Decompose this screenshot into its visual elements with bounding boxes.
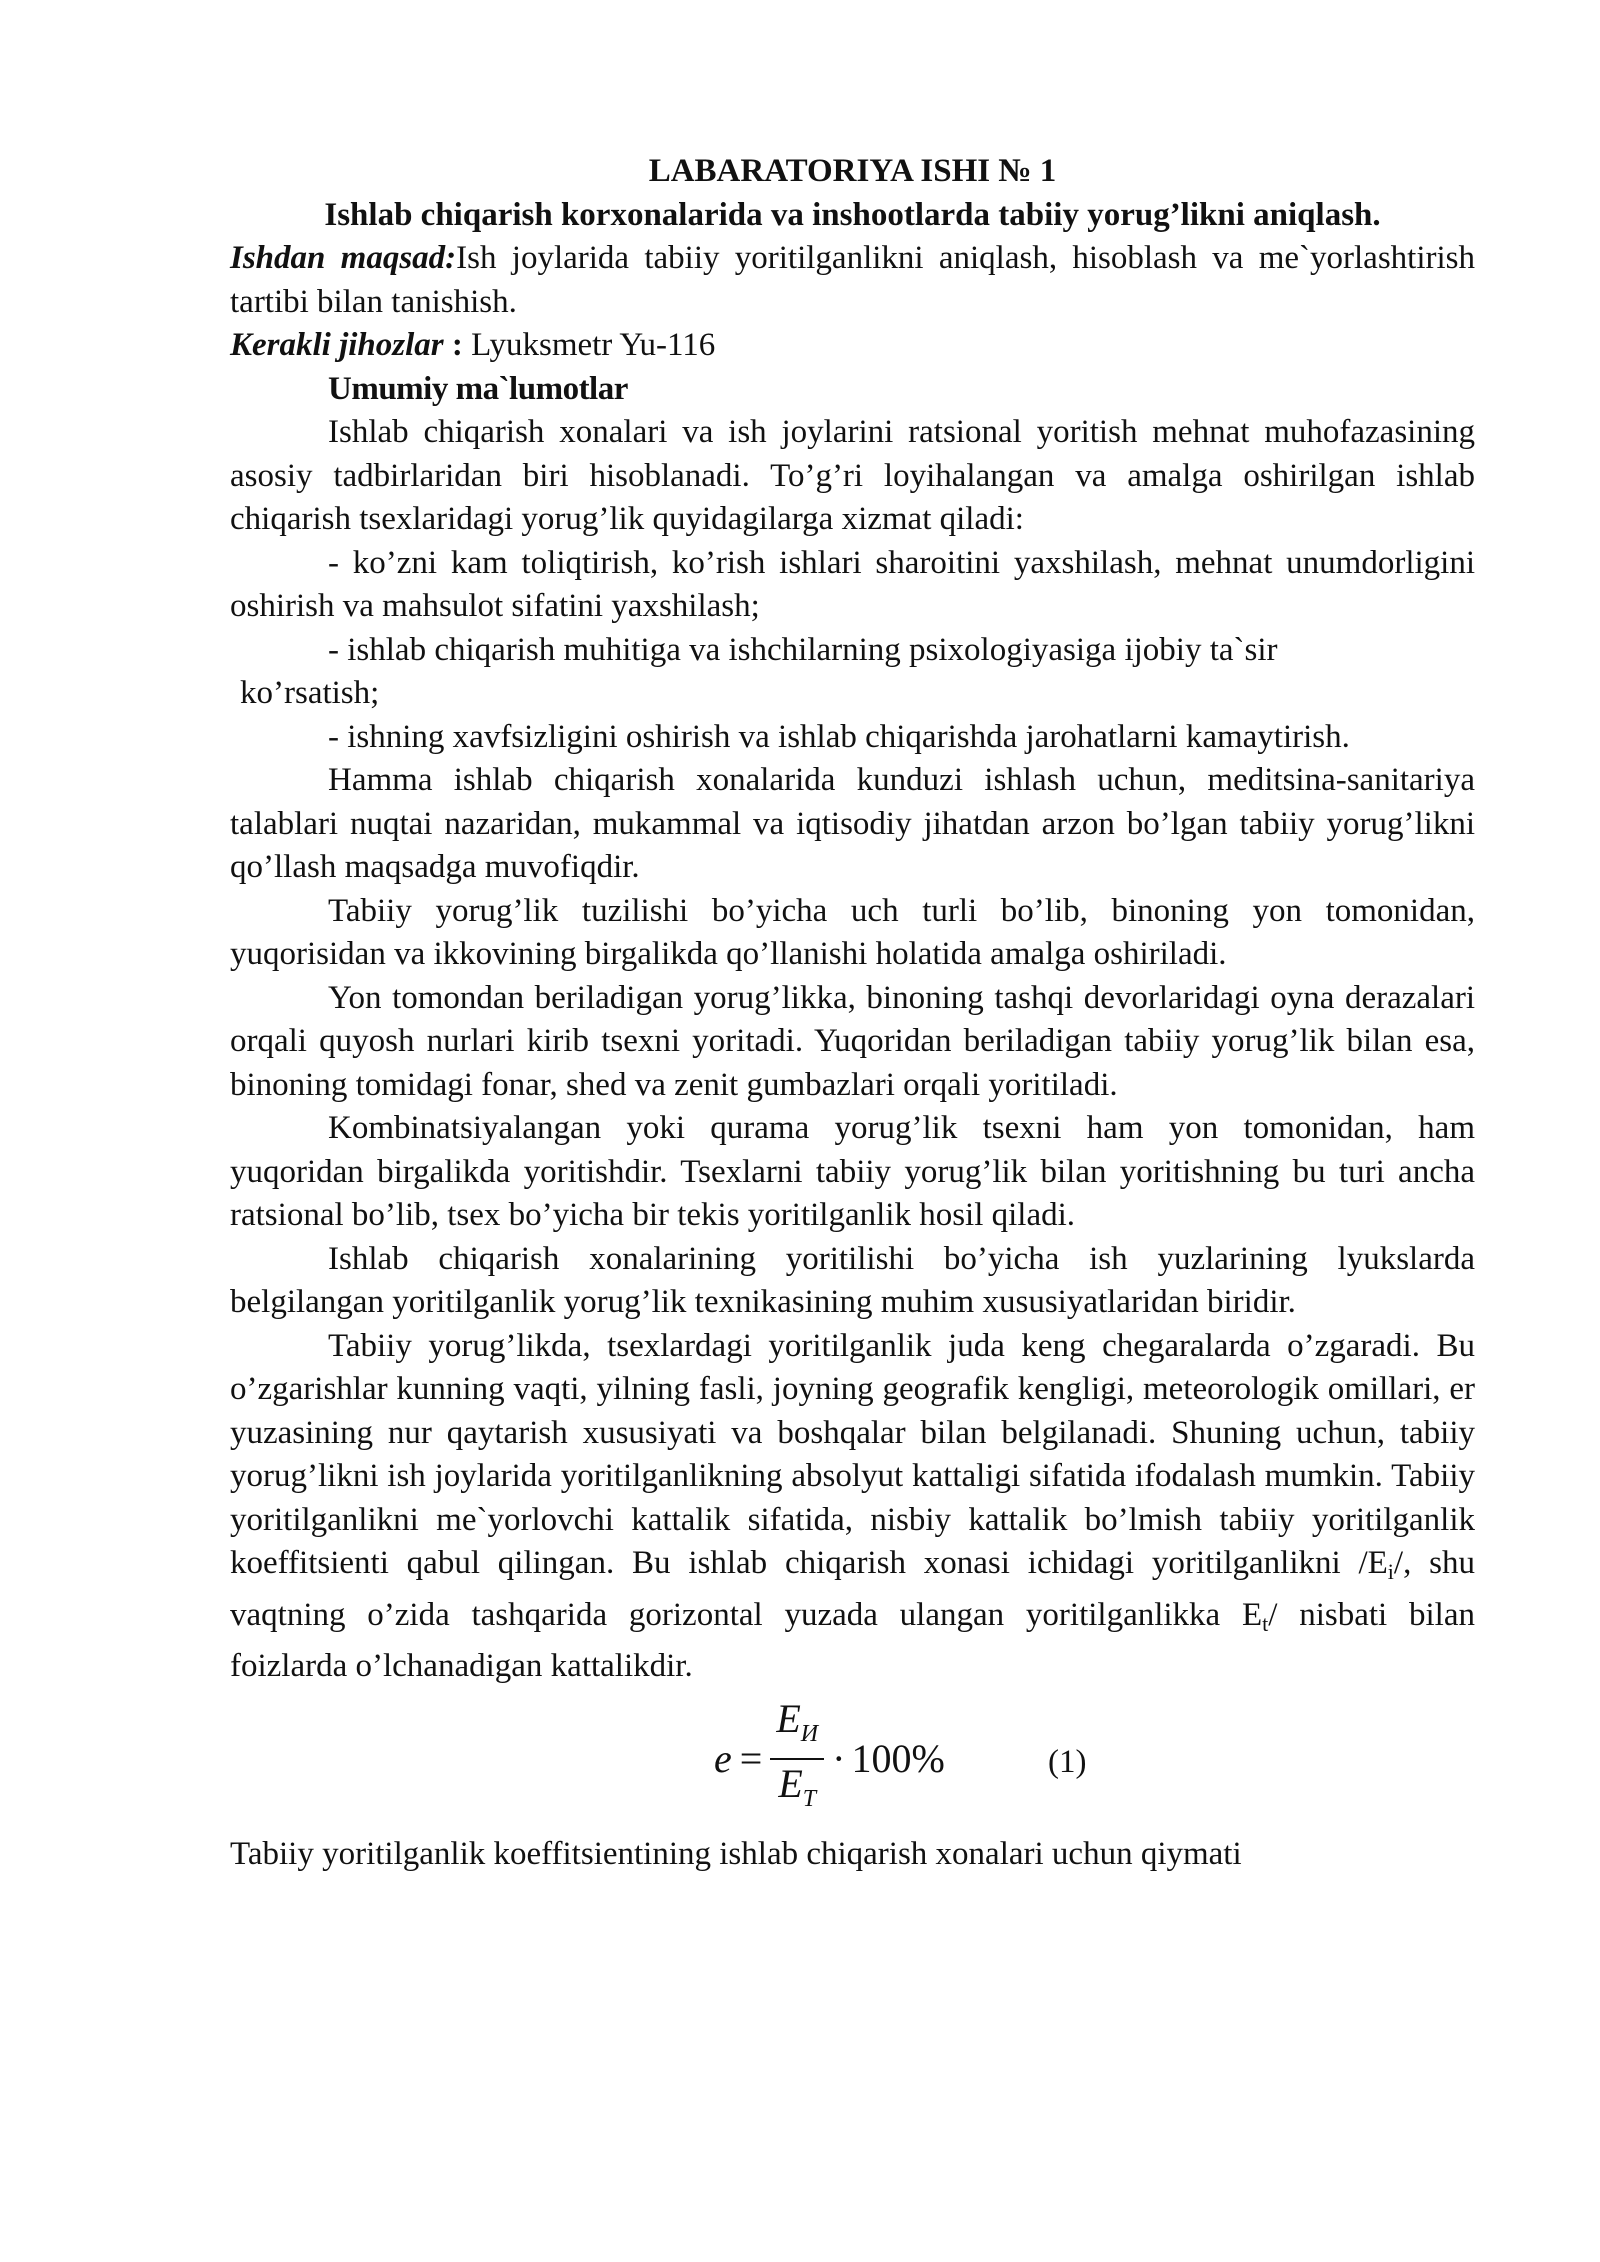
paragraph-4: Yon tomondan beriladigan yorug’likka, binoning tashqi devorlaridagi oyna derazalari orqali quyosh nurlari kirib tsexni yoritadi. Yuqoridan beriladigan tabiiy yorug’lik bilan esa, binoning tomidagi fonar, shed va zenit gumbazlari orqali yoritiladi. bbox=[230, 979, 1475, 1103]
formula bbox=[714, 1695, 945, 1819]
formula-block bbox=[230, 1693, 1475, 1833]
bullet-2-continuation: ko’rsatish; bbox=[240, 675, 380, 711]
paragraph-2: Hamma ishlab chiqarish xonalarida kunduzi ishlash uchun, meditsina-sanitariya talablari nuqtai nazaridan, mukammal va iqtisodiy jihatdan arzon bo’lgan tabiiy yorug’likni qo’llash maqsadga muvofiqdir. bbox=[230, 762, 1475, 885]
formula-multiply: · bbox=[832, 1735, 846, 1781]
lab-subtitle: Ishlab chiqarish korxonalarida va inshootlarda tabiiy yorug’likni aniqlash. bbox=[324, 196, 1381, 233]
goal-paragraph bbox=[230, 237, 1475, 324]
formula-equals: = bbox=[739, 1735, 763, 1781]
lab-title: LABARATORIYA ISHI № 1 bbox=[648, 153, 1057, 189]
goal-label: Ishdan maqsad: bbox=[230, 240, 457, 276]
paragraph-7 bbox=[230, 1325, 1475, 1689]
numerator-subscript: И bbox=[800, 1720, 819, 1747]
equipment-paragraph bbox=[230, 324, 1475, 368]
bullet-3: - ishning xavfsizligini oshirish va ishlab chiqarishda jarohatlarni kamaytirish. bbox=[328, 718, 1350, 755]
section-heading: Umumiy ma`lumotlar bbox=[328, 370, 628, 407]
bullet-2: - ishlab chiqarish muhitiga va ishchilarning psixologiyasiga ijobiy ta`sir bbox=[328, 631, 1278, 668]
paragraph-7-subscript-t: t bbox=[1262, 1610, 1269, 1636]
formula-percent: 100% bbox=[851, 1735, 945, 1781]
document-content bbox=[230, 150, 1475, 1876]
formula-fraction bbox=[770, 1695, 824, 1823]
last-line: Tabiiy yoritilganlik koeffitsientining ishlab chiqarish xonalari uchun qiymati bbox=[230, 1835, 1242, 1872]
equipment-separator: : bbox=[443, 327, 472, 363]
paragraph-6: Ishlab chiqarish xonalarining yoritilishi bo’yicha ish yuzlarining lyukslarda belgilangan yoritilganlik yorug’lik texnikasining muhim xususiyatlaridan biridir. bbox=[230, 1240, 1475, 1320]
paragraph-7-main: Tabiiy yorug’likda, tsexlardagi yoritilganlik juda keng chegaralarda o’zgaradi. Bu o’zgarishlar kunning vaqti, yilning fasli, joyning geografik kengligi, meteorologik omillari, er yuzasining nur qaytarish xususiyati va boshqalar bilan belgilanadi. Shuning uchun, tabiiy yorug’likni ish joylarida yoritilganlikning absolyut kattaligi sifatida ifodalash mumkin. Tabiiy yoritilganlikni me`yorlovchi kattalik sifatida, nisbiy kattalik bo’lmish tabiiy yoritilganlik koeffitsienti qabul qilingan. Bu ishlab chiqarish xonasi ichidagi yoritilganlikni /E bbox=[230, 1327, 1475, 1581]
paragraph-3: Tabiiy yorug’lik tuzilishi bo’yicha uch turli bo’lib, binoning yon tomonidan, yuqorisidan va ikkovining birgalikda qo’llanishi holatida amalga oshiriladi. bbox=[230, 892, 1475, 972]
denominator-base: E bbox=[778, 1760, 803, 1806]
paragraph-7-mid: /, shu vaqtning o’zida tashqarida gorizontal yuzada ulangan yoritilganlikka E bbox=[230, 1545, 1475, 1633]
denominator-subscript: T bbox=[802, 1785, 817, 1812]
equipment-text: Lyuksmetr Yu-116 bbox=[471, 327, 716, 363]
formula-numerator bbox=[770, 1695, 824, 1758]
goal-text: Ish joylarida tabiiy yoritilganlikni aniqlash, hisoblash va me`yorlashtirish tartibi bilan tanishish. bbox=[230, 240, 1476, 320]
paragraph-1: Ishlab chiqarish xonalari va ish joylarini ratsional yoritish mehnat muhofazasining asosiy tadbirlaridan biri hisoblanadi. To’g’ri loyihalangan va amalga oshirilgan ishlab chiqarish tsexlaridagi yorug’lik quyidagilarga xizmat qiladi: bbox=[230, 414, 1475, 537]
equipment-label: Kerakli jihozlar bbox=[230, 327, 444, 363]
formula-lhs: e bbox=[714, 1735, 732, 1781]
bullet-1: - ko’zni kam toliqtirish, ko’rish ishlari sharoitini yaxshilash, mehnat unumdorligini oshirish va mahsulot sifatini yaxshilash; bbox=[230, 544, 1475, 624]
paragraph-7-subscript-i: i bbox=[1387, 1559, 1394, 1584]
equation-number: (1) bbox=[1048, 1743, 1087, 1780]
numerator-base: E bbox=[776, 1695, 801, 1741]
formula-denominator bbox=[772, 1760, 822, 1823]
paragraph-7-end: / nisbati bilan foizlarda o’lchanadigan kattalikdir. bbox=[230, 1596, 1475, 1684]
paragraph-5: Kombinatsiyalangan yoki qurama yorug’lik tsexni ham yon tomonidan, ham yuqoridan birgalikda yoritishdir. Tsexlarni tabiiy yorug’lik bilan yoritishning bu turi ancha ratsional bo’lib, tsex bo’yicha bir tekis yoritilganlik hosil qiladi. bbox=[230, 1110, 1475, 1233]
